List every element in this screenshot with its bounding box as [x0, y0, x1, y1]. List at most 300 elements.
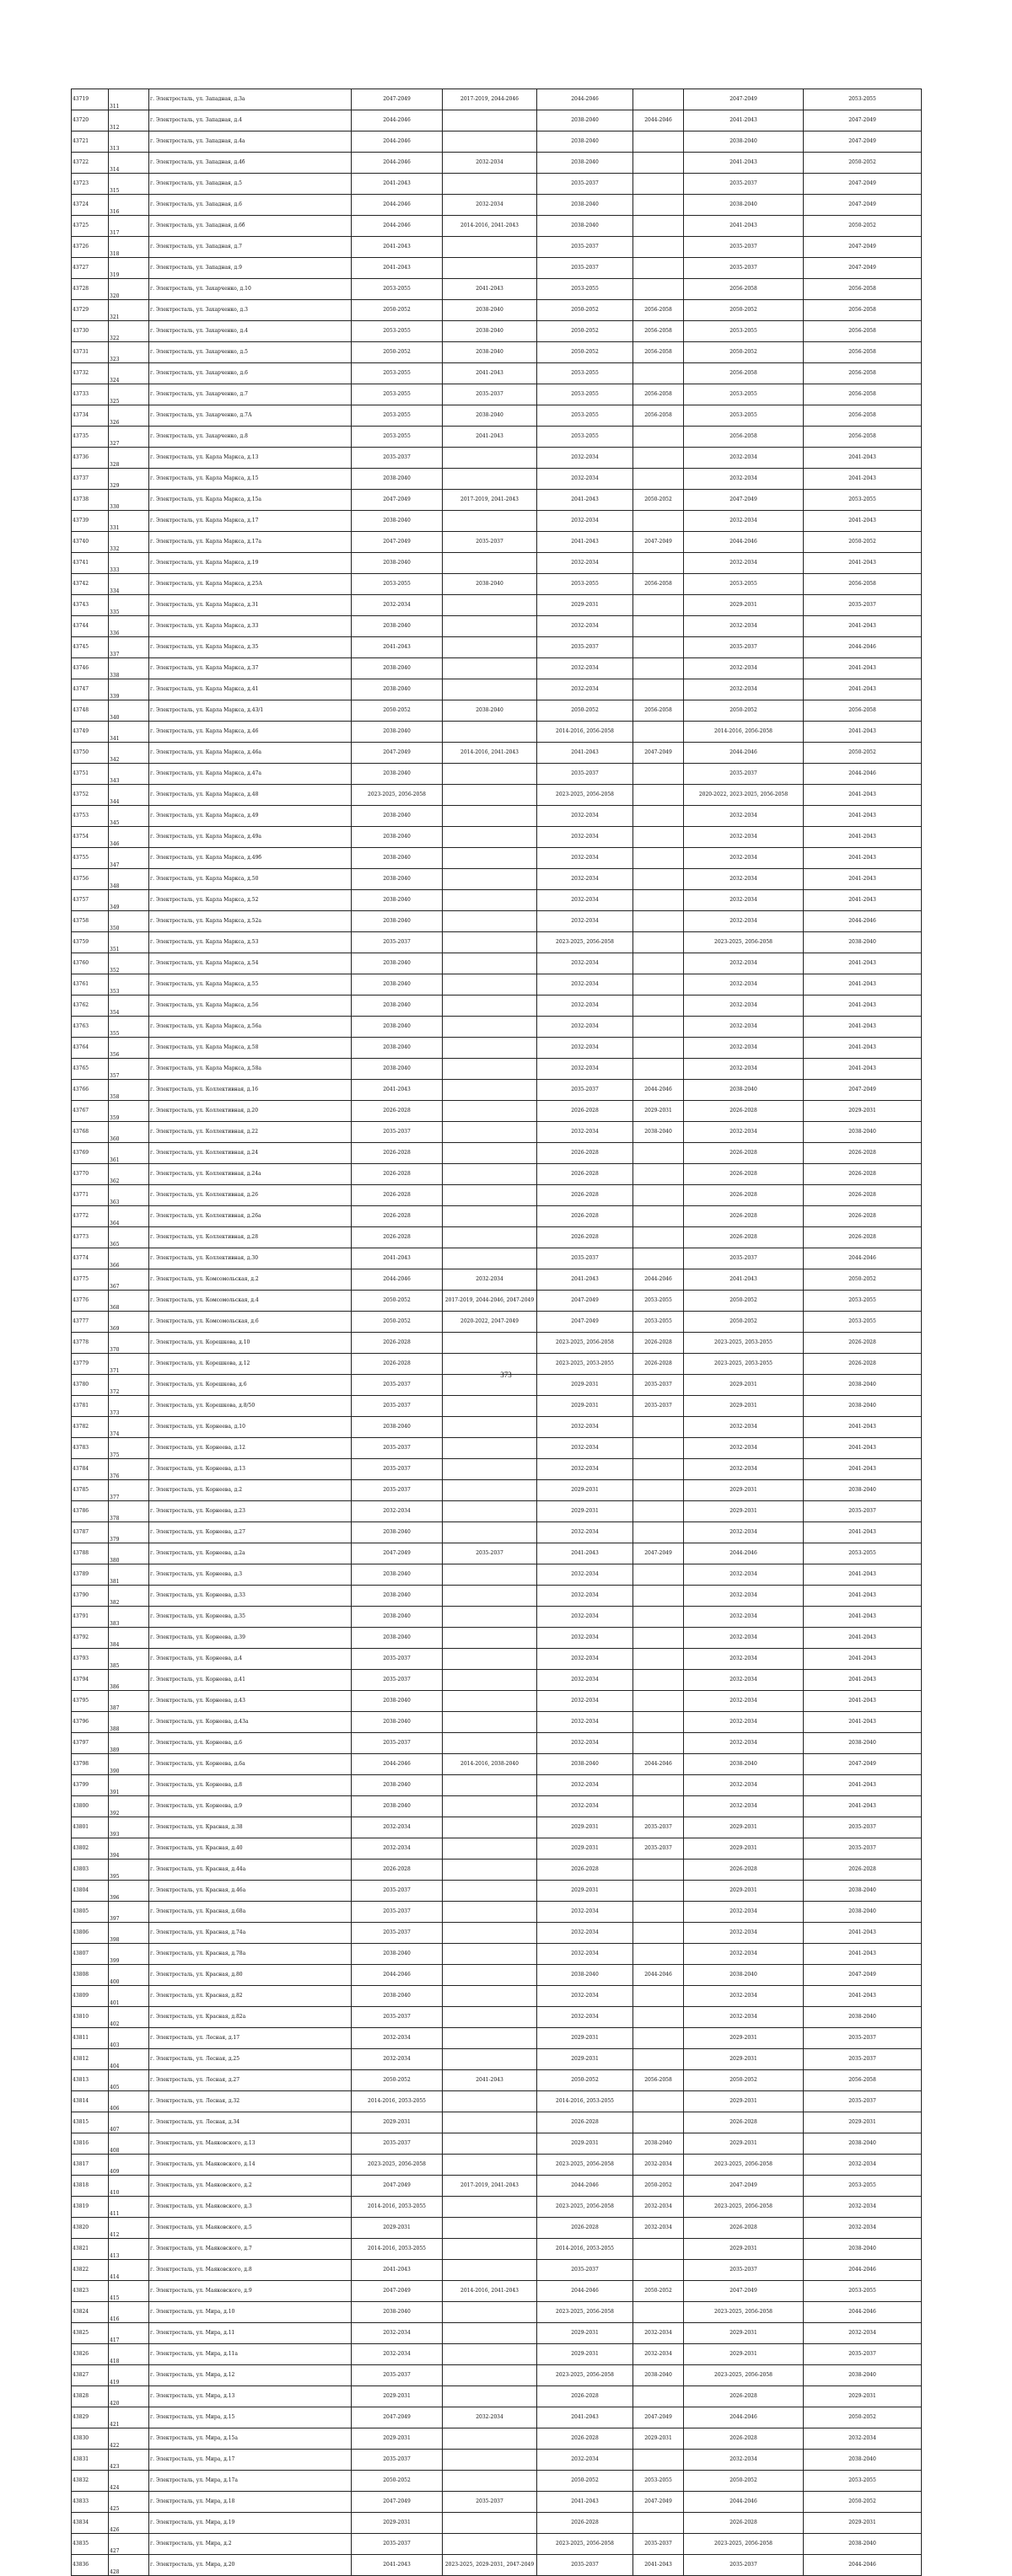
- record-id-cell: 43795: [72, 1691, 109, 1712]
- period-4-cell: [633, 427, 684, 448]
- period-5-cell: 2035-2037: [684, 237, 804, 258]
- row-number-cell: 382: [109, 1586, 149, 1607]
- period-5-cell: 2032-2034: [684, 974, 804, 996]
- period-5-cell: 2026-2028: [684, 2112, 804, 2133]
- period-2-cell: 2023-2025, 2029-2031, 2047-2049: [443, 2555, 537, 2576]
- period-5-cell: 2032-2034: [684, 1017, 804, 1038]
- address-cell: г. Электросталь, ул. Захарченко, д.6: [149, 363, 352, 384]
- record-id-cell: 43800: [72, 1796, 109, 1817]
- period-3-cell: 2041-2043: [537, 532, 633, 553]
- address-cell: г. Электросталь, ул. Карла Маркса, д.25А: [149, 574, 352, 595]
- period-1-cell: 2038-2040: [352, 911, 443, 932]
- period-6-cell: 2026-2028: [804, 1333, 922, 1354]
- row-number-cell: 337: [109, 637, 149, 658]
- row-number-cell: 418: [109, 2344, 149, 2365]
- record-id-cell: 43742: [72, 574, 109, 595]
- period-1-cell: 2035-2037: [352, 2450, 443, 2471]
- row-number-cell: 411: [109, 2197, 149, 2218]
- row-number-cell: 318: [109, 237, 149, 258]
- period-2-cell: 2014-2016, 2041-2043: [443, 216, 537, 237]
- record-id-cell: 43773: [72, 1227, 109, 1248]
- period-5-cell: 2032-2034: [684, 869, 804, 890]
- period-5-cell: 2032-2034: [684, 911, 804, 932]
- period-4-cell: [633, 1143, 684, 1164]
- period-4-cell: 2026-2028: [633, 1333, 684, 1354]
- address-cell: г. Электросталь, ул. Карла Маркса, д.49б: [149, 848, 352, 869]
- row-number-cell: 333: [109, 553, 149, 574]
- period-2-cell: 2017-2019, 2044-2046, 2047-2049: [443, 1291, 537, 1312]
- period-6-cell: 2041-2043: [804, 1923, 922, 1944]
- period-2-cell: [443, 848, 537, 869]
- schedule-table: [71, 89, 922, 2576]
- record-id-cell: 43753: [72, 806, 109, 827]
- period-3-cell: 2032-2034: [537, 658, 633, 679]
- period-1-cell: 2038-2040: [352, 869, 443, 890]
- record-id-cell: 43723: [72, 174, 109, 195]
- period-3-cell: 2029-2031: [537, 1375, 633, 1396]
- period-2-cell: 2014-2016, 2041-2043: [443, 743, 537, 764]
- period-6-cell: 2038-2040: [804, 2239, 922, 2260]
- address-cell: г. Электросталь, ул. Захарченко, д.4: [149, 321, 352, 342]
- record-id-cell: 43754: [72, 827, 109, 848]
- period-5-cell: 2053-2055: [684, 321, 804, 342]
- period-3-cell: 2032-2034: [537, 974, 633, 996]
- table-row: [72, 1860, 922, 1881]
- table-row: [72, 679, 922, 700]
- row-number-cell: 363: [109, 1185, 149, 1206]
- period-3-cell: 2038-2040: [537, 110, 633, 131]
- period-4-cell: [633, 1733, 684, 1754]
- period-5-cell: 2050-2052: [684, 1291, 804, 1312]
- period-1-cell: 2050-2052: [352, 1291, 443, 1312]
- period-3-cell: 2032-2034: [537, 616, 633, 637]
- record-id-cell: 43724: [72, 195, 109, 216]
- period-4-cell: [633, 89, 684, 110]
- period-4-cell: 2044-2046: [633, 1754, 684, 1775]
- record-id-cell: 43744: [72, 616, 109, 637]
- table-row: [72, 2133, 922, 2155]
- period-1-cell: 2041-2043: [352, 1080, 443, 1101]
- record-id-cell: 43736: [72, 448, 109, 469]
- record-id-cell: 43778: [72, 1333, 109, 1354]
- period-2-cell: [443, 1817, 537, 1838]
- table-row: [72, 658, 922, 679]
- period-3-cell: 2038-2040: [537, 131, 633, 153]
- period-4-cell: 2044-2046: [633, 110, 684, 131]
- period-4-cell: [633, 2091, 684, 2112]
- period-6-cell: 2038-2040: [804, 1902, 922, 1923]
- period-4-cell: [633, 511, 684, 532]
- period-5-cell: 2044-2046: [684, 1543, 804, 1564]
- period-5-cell: 2032-2034: [684, 1902, 804, 1923]
- period-3-cell: 2050-2052: [537, 300, 633, 321]
- record-id-cell: 43752: [72, 785, 109, 806]
- period-6-cell: 2038-2040: [804, 2007, 922, 2028]
- period-4-cell: [633, 1522, 684, 1543]
- table-row: [72, 1944, 922, 1965]
- address-cell: г. Электросталь, ул. Мира, д.11: [149, 2323, 352, 2344]
- period-4-cell: [633, 1670, 684, 1691]
- period-3-cell: 2026-2028: [537, 1185, 633, 1206]
- record-id-cell: 43725: [72, 216, 109, 237]
- period-6-cell: 2041-2043: [804, 1986, 922, 2007]
- table-row: [72, 1396, 922, 1417]
- period-5-cell: 2038-2040: [684, 1965, 804, 1986]
- period-3-cell: 2038-2040: [537, 195, 633, 216]
- table-row: [72, 2049, 922, 2070]
- period-6-cell: 2041-2043: [804, 1607, 922, 1628]
- address-cell: г. Электросталь, ул. Западная, д.4б: [149, 153, 352, 174]
- period-5-cell: 2029-2031: [684, 1480, 804, 1501]
- period-4-cell: 2044-2046: [633, 1965, 684, 1986]
- period-3-cell: 2029-2031: [537, 1480, 633, 1501]
- period-1-cell: 2038-2040: [352, 974, 443, 996]
- period-6-cell: 2041-2043: [804, 1438, 922, 1459]
- row-number-cell: 393: [109, 1817, 149, 1838]
- record-id-cell: 43746: [72, 658, 109, 679]
- row-number-cell: 311: [109, 89, 149, 110]
- period-1-cell: 2041-2043: [352, 2260, 443, 2281]
- record-id-cell: 43819: [72, 2197, 109, 2218]
- row-number-cell: 344: [109, 785, 149, 806]
- record-id-cell: 43741: [72, 553, 109, 574]
- record-id-cell: 43824: [72, 2302, 109, 2323]
- row-number-cell: 385: [109, 1649, 149, 1670]
- record-id-cell: 43799: [72, 1775, 109, 1796]
- record-id-cell: 43807: [72, 1944, 109, 1965]
- table-row: [72, 932, 922, 953]
- row-number-cell: 326: [109, 405, 149, 427]
- period-2-cell: [443, 2450, 537, 2471]
- period-1-cell: 2035-2037: [352, 1649, 443, 1670]
- period-4-cell: [633, 658, 684, 679]
- period-5-cell: 2029-2031: [684, 1396, 804, 1417]
- period-2-cell: [443, 2344, 537, 2365]
- period-4-cell: [633, 1480, 684, 1501]
- period-6-cell: 2044-2046: [804, 764, 922, 785]
- period-1-cell: 2035-2037: [352, 1881, 443, 1902]
- period-6-cell: 2050-2052: [804, 743, 922, 764]
- period-1-cell: 2038-2040: [352, 1586, 443, 1607]
- record-id-cell: 43733: [72, 384, 109, 405]
- period-3-cell: 2032-2034: [537, 511, 633, 532]
- period-2-cell: [443, 1038, 537, 1059]
- period-1-cell: 2035-2037: [352, 932, 443, 953]
- period-4-cell: [633, 1164, 684, 1185]
- period-6-cell: 2056-2058: [804, 574, 922, 595]
- period-6-cell: 2032-2034: [804, 2197, 922, 2218]
- period-6-cell: 2050-2052: [804, 532, 922, 553]
- period-6-cell: 2044-2046: [804, 1248, 922, 1269]
- row-number-cell: 389: [109, 1733, 149, 1754]
- address-cell: г. Электросталь, ул. Карла Маркса, д.41: [149, 679, 352, 700]
- period-5-cell: 2038-2040: [684, 1080, 804, 1101]
- period-5-cell: 2035-2037: [684, 1248, 804, 1269]
- period-1-cell: 2026-2028: [352, 1206, 443, 1227]
- period-5-cell: 2032-2034: [684, 1459, 804, 1480]
- record-id-cell: 43806: [72, 1923, 109, 1944]
- period-3-cell: 2032-2034: [537, 2450, 633, 2471]
- period-2-cell: [443, 1185, 537, 1206]
- period-1-cell: 2038-2040: [352, 827, 443, 848]
- row-number-cell: 360: [109, 1122, 149, 1143]
- row-number-cell: 379: [109, 1522, 149, 1543]
- period-6-cell: 2041-2043: [804, 1649, 922, 1670]
- record-id-cell: 43808: [72, 1965, 109, 1986]
- period-5-cell: 2032-2034: [684, 616, 804, 637]
- record-id-cell: 43813: [72, 2070, 109, 2091]
- period-3-cell: 2032-2034: [537, 1923, 633, 1944]
- period-6-cell: 2035-2037: [804, 1501, 922, 1522]
- record-id-cell: 43832: [72, 2471, 109, 2492]
- period-3-cell: 2047-2049: [537, 1291, 633, 1312]
- period-5-cell: 2050-2052: [684, 2471, 804, 2492]
- table-row: [72, 953, 922, 974]
- period-2-cell: [443, 2218, 537, 2239]
- period-2-cell: [443, 1775, 537, 1796]
- period-3-cell: 2032-2034: [537, 996, 633, 1017]
- table-row: [72, 1564, 922, 1586]
- period-4-cell: [633, 2049, 684, 2070]
- row-number-cell: 319: [109, 258, 149, 279]
- period-2-cell: 2032-2034: [443, 153, 537, 174]
- table-row: [72, 321, 922, 342]
- period-4-cell: [633, 1796, 684, 1817]
- period-3-cell: 2029-2031: [537, 2049, 633, 2070]
- period-5-cell: 2035-2037: [684, 174, 804, 195]
- record-id-cell: 43810: [72, 2007, 109, 2028]
- period-5-cell: 2029-2031: [684, 1881, 804, 1902]
- record-id-cell: 43784: [72, 1459, 109, 1480]
- record-id-cell: 43762: [72, 996, 109, 1017]
- address-cell: г. Электросталь, ул. Корнеева, д.35: [149, 1607, 352, 1628]
- period-3-cell: 2041-2043: [537, 743, 633, 764]
- table-row: [72, 1122, 922, 1143]
- period-1-cell: 2035-2037: [352, 1122, 443, 1143]
- period-1-cell: 2038-2040: [352, 679, 443, 700]
- period-4-cell: [633, 1017, 684, 1038]
- period-3-cell: 2029-2031: [537, 1881, 633, 1902]
- record-id-cell: 43793: [72, 1649, 109, 1670]
- period-6-cell: 2050-2052: [804, 2492, 922, 2513]
- table-row: [72, 1480, 922, 1501]
- period-6-cell: 2038-2040: [804, 1375, 922, 1396]
- period-6-cell: 2035-2037: [804, 2028, 922, 2049]
- period-5-cell: 2035-2037: [684, 2555, 804, 2576]
- row-number-cell: 322: [109, 321, 149, 342]
- table-row: [72, 911, 922, 932]
- schedule-table-body: [72, 89, 922, 2576]
- row-number-cell: 428: [109, 2555, 149, 2576]
- address-cell: г. Электросталь, ул. Мира, д.17а: [149, 2471, 352, 2492]
- table-row: [72, 1796, 922, 1817]
- address-cell: г. Электросталь, ул. Корнеева, д.6: [149, 1733, 352, 1754]
- period-1-cell: 2035-2037: [352, 1375, 443, 1396]
- period-1-cell: 2047-2049: [352, 743, 443, 764]
- period-4-cell: [633, 279, 684, 300]
- table-row: [72, 869, 922, 890]
- table-row: [72, 2450, 922, 2471]
- period-4-cell: [633, 911, 684, 932]
- address-cell: г. Электросталь, ул. Карла Маркса, д.54: [149, 953, 352, 974]
- address-cell: г. Электросталь, ул. Мира, д.18: [149, 2492, 352, 2513]
- period-6-cell: 2041-2043: [804, 827, 922, 848]
- period-2-cell: [443, 2007, 537, 2028]
- period-1-cell: 2041-2043: [352, 237, 443, 258]
- period-2-cell: [443, 1691, 537, 1712]
- table-row: [72, 2302, 922, 2323]
- row-number-cell: 352: [109, 953, 149, 974]
- period-3-cell: 2047-2049: [537, 1312, 633, 1333]
- row-number-cell: 328: [109, 448, 149, 469]
- record-id-cell: 43789: [72, 1564, 109, 1586]
- period-5-cell: 2032-2034: [684, 1564, 804, 1586]
- period-5-cell: 2032-2034: [684, 1691, 804, 1712]
- period-5-cell: 2032-2034: [684, 1122, 804, 1143]
- period-6-cell: 2038-2040: [804, 1480, 922, 1501]
- period-3-cell: 2026-2028: [537, 1143, 633, 1164]
- period-5-cell: 2032-2034: [684, 1775, 804, 1796]
- period-2-cell: [443, 511, 537, 532]
- period-4-cell: [633, 595, 684, 616]
- period-3-cell: 2035-2037: [537, 258, 633, 279]
- record-id-cell: 43760: [72, 953, 109, 974]
- period-2-cell: [443, 1986, 537, 2007]
- period-3-cell: 2053-2055: [537, 405, 633, 427]
- address-cell: г. Электросталь, ул. Мира, д.2: [149, 2534, 352, 2555]
- period-4-cell: [633, 2386, 684, 2407]
- address-cell: г. Электросталь, ул. Карла Маркса, д.49а: [149, 827, 352, 848]
- period-5-cell: 2023-2025, 2056-2058: [684, 2365, 804, 2386]
- record-id-cell: 43719: [72, 89, 109, 110]
- table-row: [72, 2070, 922, 2091]
- period-1-cell: 2038-2040: [352, 953, 443, 974]
- period-4-cell: 2056-2058: [633, 342, 684, 363]
- period-2-cell: [443, 1333, 537, 1354]
- address-cell: г. Электросталь, ул. Карла Маркса, д.19: [149, 553, 352, 574]
- row-number-cell: 348: [109, 869, 149, 890]
- period-3-cell: 2032-2034: [537, 679, 633, 700]
- row-number-cell: 357: [109, 1059, 149, 1080]
- period-4-cell: [633, 216, 684, 237]
- table-row: [72, 1965, 922, 1986]
- address-cell: г. Электросталь, ул. Карла Маркса, д.13: [149, 448, 352, 469]
- row-number-cell: 314: [109, 153, 149, 174]
- period-2-cell: [443, 258, 537, 279]
- period-5-cell: 2032-2034: [684, 848, 804, 869]
- period-2-cell: [443, 2534, 537, 2555]
- period-2-cell: 2038-2040: [443, 342, 537, 363]
- record-id-cell: 43831: [72, 2450, 109, 2471]
- table-row: [72, 2260, 922, 2281]
- address-cell: г. Электросталь, ул. Карла Маркса, д.35: [149, 637, 352, 658]
- address-cell: г. Электросталь, ул. Мира, д.15а: [149, 2428, 352, 2450]
- page-number: 373: [500, 1371, 512, 1379]
- address-cell: г. Электросталь, ул. Корнеева, д.12: [149, 1438, 352, 1459]
- period-2-cell: [443, 1564, 537, 1586]
- period-6-cell: 2026-2028: [804, 1185, 922, 1206]
- period-5-cell: 2032-2034: [684, 679, 804, 700]
- period-3-cell: 2023-2025, 2056-2058: [537, 2197, 633, 2218]
- row-number-cell: 317: [109, 216, 149, 237]
- row-number-cell: 339: [109, 679, 149, 700]
- record-id-cell: 43783: [72, 1438, 109, 1459]
- period-4-cell: 2038-2040: [633, 1122, 684, 1143]
- period-2-cell: [443, 1122, 537, 1143]
- period-1-cell: 2053-2055: [352, 405, 443, 427]
- period-2-cell: [443, 1733, 537, 1754]
- row-number-cell: 392: [109, 1796, 149, 1817]
- record-id-cell: 43821: [72, 2239, 109, 2260]
- period-4-cell: [633, 1986, 684, 2007]
- record-id-cell: 43751: [72, 764, 109, 785]
- record-id-cell: 43834: [72, 2513, 109, 2534]
- period-4-cell: [633, 195, 684, 216]
- period-3-cell: 2032-2034: [537, 1775, 633, 1796]
- period-1-cell: 2038-2040: [352, 848, 443, 869]
- period-1-cell: 2038-2040: [352, 1522, 443, 1543]
- period-1-cell: 2026-2028: [352, 1860, 443, 1881]
- table-row: [72, 806, 922, 827]
- table-row: [72, 490, 922, 511]
- period-4-cell: [633, 1649, 684, 1670]
- period-5-cell: 2032-2034: [684, 1923, 804, 1944]
- record-id-cell: 43805: [72, 1902, 109, 1923]
- period-1-cell: 2047-2049: [352, 2492, 443, 2513]
- period-4-cell: [633, 996, 684, 1017]
- address-cell: г. Электросталь, ул. Корнеева, д.8: [149, 1775, 352, 1796]
- record-id-cell: 43798: [72, 1754, 109, 1775]
- period-6-cell: 2056-2058: [804, 2070, 922, 2091]
- row-number-cell: 315: [109, 174, 149, 195]
- period-5-cell: 2026-2028: [684, 2513, 804, 2534]
- row-number-cell: 371: [109, 1354, 149, 1375]
- row-number-cell: 405: [109, 2070, 149, 2091]
- address-cell: г. Электросталь, ул. Карла Маркса, д.56а: [149, 1017, 352, 1038]
- record-id-cell: 43721: [72, 131, 109, 153]
- record-id-cell: 43804: [72, 1881, 109, 1902]
- record-id-cell: 43777: [72, 1312, 109, 1333]
- period-6-cell: 2041-2043: [804, 1691, 922, 1712]
- address-cell: г. Электросталь, ул. Мира, д.20: [149, 2555, 352, 2576]
- row-number-cell: 384: [109, 1628, 149, 1649]
- period-5-cell: 2056-2058: [684, 363, 804, 384]
- record-id-cell: 43757: [72, 890, 109, 911]
- schedule-table-container: [71, 89, 921, 2576]
- record-id-cell: 43811: [72, 2028, 109, 2049]
- table-row: [72, 848, 922, 869]
- period-5-cell: 2032-2034: [684, 890, 804, 911]
- period-5-cell: 2032-2034: [684, 1438, 804, 1459]
- period-2-cell: [443, 764, 537, 785]
- period-4-cell: 2041-2043: [633, 2555, 684, 2576]
- record-id-cell: 43769: [72, 1143, 109, 1164]
- row-number-cell: 366: [109, 1248, 149, 1269]
- period-4-cell: [633, 974, 684, 996]
- period-1-cell: 2041-2043: [352, 2555, 443, 2576]
- period-4-cell: [633, 1059, 684, 1080]
- period-2-cell: [443, 953, 537, 974]
- period-1-cell: 2038-2040: [352, 2302, 443, 2323]
- record-id-cell: 43782: [72, 1417, 109, 1438]
- row-number-cell: 375: [109, 1438, 149, 1459]
- table-row: [72, 2091, 922, 2112]
- period-6-cell: 2056-2058: [804, 342, 922, 363]
- address-cell: г. Электросталь, ул. Комсомольская, д.2: [149, 1269, 352, 1291]
- period-6-cell: 2032-2034: [804, 2218, 922, 2239]
- period-2-cell: [443, 827, 537, 848]
- period-4-cell: [633, 1944, 684, 1965]
